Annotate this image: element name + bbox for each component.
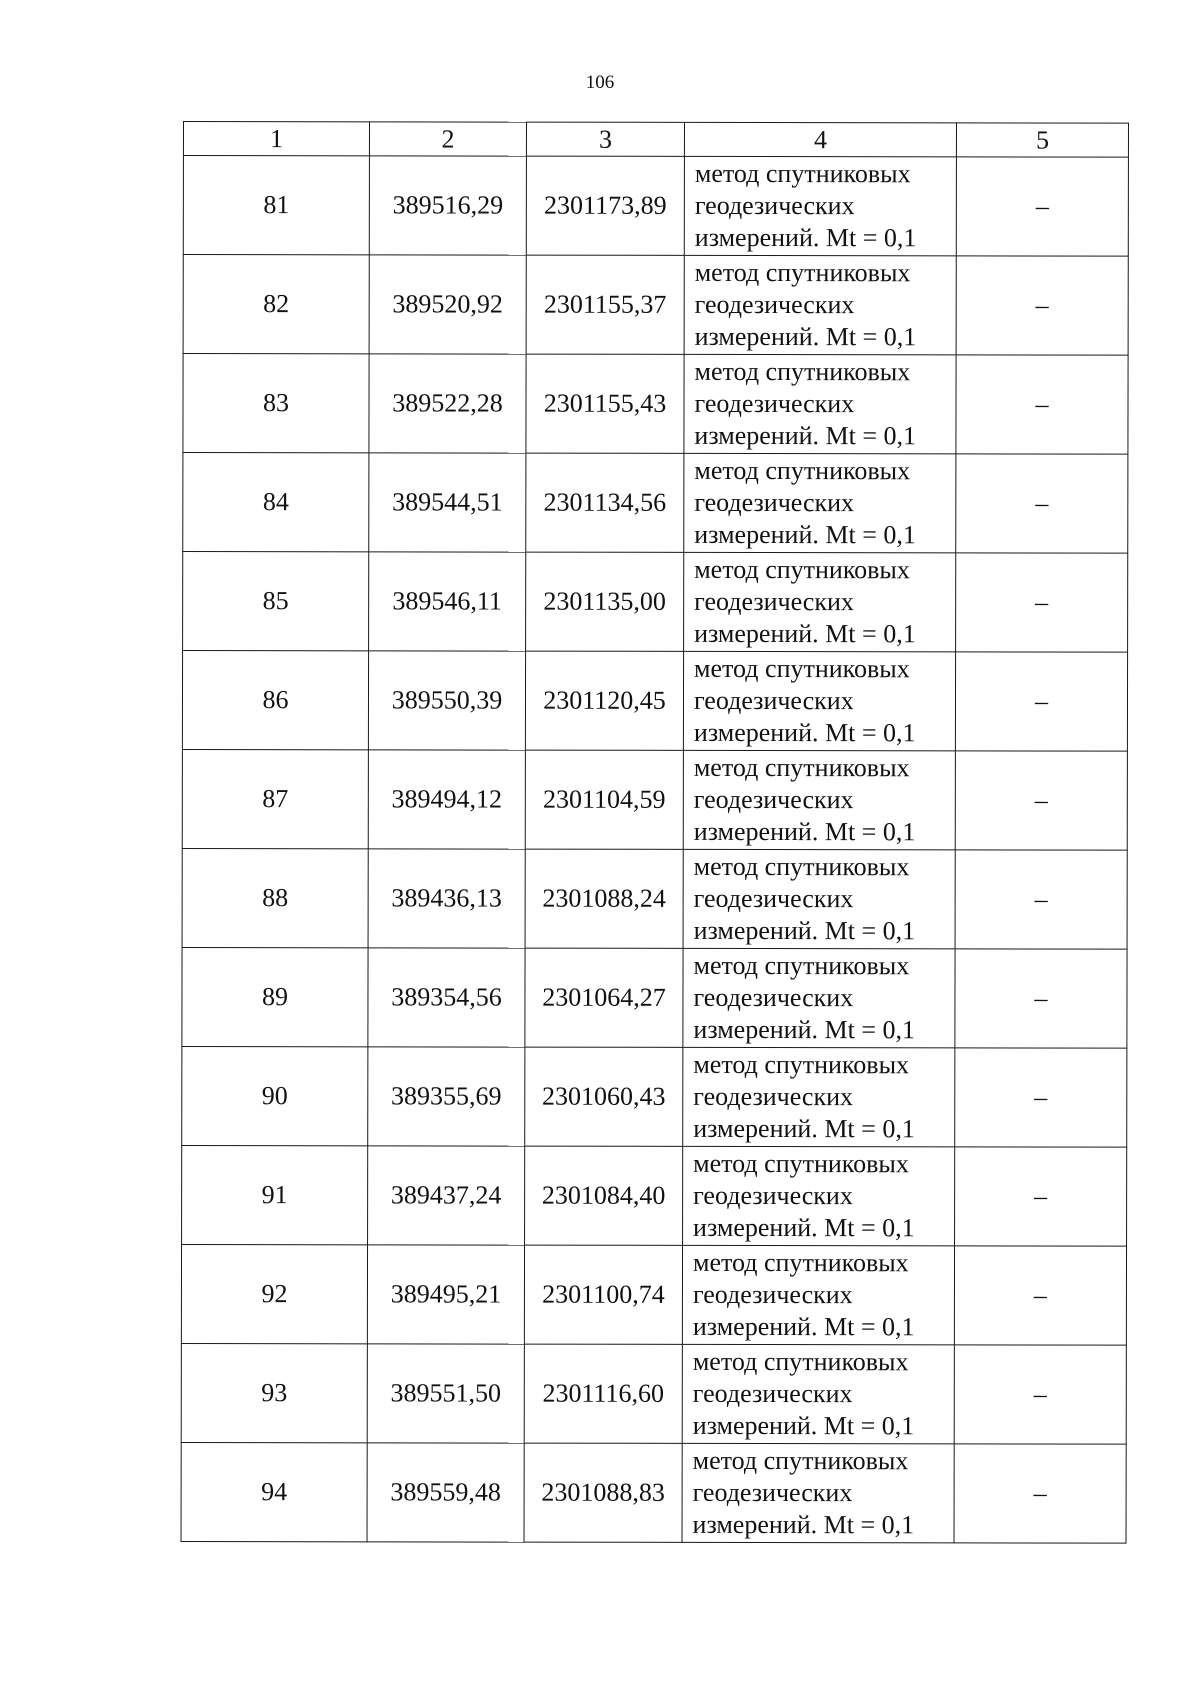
method-text-line: измерений. Mt = 0,1 [694,222,917,253]
y-coordinate-cell: 2301173,89 [526,156,684,255]
note-cell: – [955,751,1127,850]
y-coordinate-cell: 2301088,24 [525,849,683,948]
method-text-line: геодезических [694,388,855,419]
method-text-line: измерений. Mt = 0,1 [692,1509,915,1540]
x-coordinate-cell: 389522,28 [369,354,526,453]
y-coordinate-cell: 2301120,45 [525,651,683,750]
method-cell [683,948,955,1047]
column-header-3: 3 [526,122,684,156]
page-number: 106 [585,72,615,93]
method-text-line: измерений. Mt = 0,1 [693,1014,916,1045]
method-text-line: геодезических [692,1279,853,1310]
table-row [181,1343,1126,1444]
method-text-line: геодезических [694,289,855,320]
method-text-line: метод спутниковых [694,455,911,486]
table-row [181,1442,1126,1543]
y-coordinate-cell: 2301104,59 [525,750,683,849]
method-text-line: геодезических [693,784,854,815]
y-coordinate-cell: 2301155,37 [526,255,684,354]
table-row [182,947,1127,1048]
table-row [183,354,1128,455]
method-text-line: измерений. Mt = 0,1 [692,1311,915,1342]
coordinates-table [181,121,1129,1544]
note-cell: – [956,157,1128,256]
point-number-cell: 84 [183,453,369,552]
method-text-line: измерений. Mt = 0,1 [694,420,917,451]
note-cell: – [956,355,1128,454]
x-coordinate-cell: 389550,39 [368,651,525,750]
table-row [183,156,1128,257]
method-text-line: метод спутниковых [692,1247,909,1278]
column-header-5: 5 [956,123,1128,157]
x-coordinate-cell: 389355,69 [368,1047,525,1146]
method-text-line: измерений. Mt = 0,1 [692,1410,915,1441]
y-coordinate-cell: 2301064,27 [525,948,683,1047]
method-text-line: геодезических [693,982,854,1013]
method-text-line: геодезических [692,1378,853,1409]
table-row [183,453,1128,554]
y-coordinate-cell: 2301088,83 [524,1443,682,1542]
point-number-cell: 89 [182,947,368,1046]
y-coordinate-cell: 2301084,40 [525,1146,683,1245]
method-text-line: метод спутниковых [692,1346,909,1377]
method-text-line: геодезических [693,685,854,716]
x-coordinate-cell: 389494,12 [368,750,525,849]
table-row [182,848,1127,949]
note-cell: – [955,652,1127,751]
x-coordinate-cell: 389544,51 [369,453,526,552]
note-cell: – [955,1048,1127,1147]
column-header-1: 1 [183,122,369,156]
method-text-line: геодезических [692,1477,853,1508]
table-row [183,255,1128,356]
method-text-line: геодезических [693,1081,854,1112]
note-cell: – [954,1246,1126,1345]
method-cell [684,552,956,651]
method-text-line: метод спутниковых [694,158,911,189]
method-cell [684,255,956,354]
column-header-2: 2 [369,122,526,156]
note-cell: – [954,1345,1126,1444]
method-cell [683,651,955,750]
method-cell [682,1344,954,1443]
y-coordinate-cell: 2301060,43 [525,1047,683,1146]
y-coordinate-cell: 2301134,56 [526,453,684,552]
method-text-line: измерений. Mt = 0,1 [693,1212,915,1243]
x-coordinate-cell: 389495,21 [367,1245,524,1344]
x-coordinate-cell: 389516,29 [369,156,526,255]
method-text-line: геодезических [694,586,854,617]
table-row [182,749,1127,850]
y-coordinate-cell: 2301155,43 [526,354,684,453]
column-header-4: 4 [684,122,956,156]
x-coordinate-cell: 389354,56 [368,948,525,1047]
point-number-cell: 82 [183,255,369,354]
point-number-cell: 94 [181,1442,367,1541]
note-cell: – [956,454,1128,553]
point-number-cell: 87 [182,749,368,848]
method-text-line: геодезических [693,1180,853,1211]
method-cell [684,354,956,453]
method-text-line: метод спутниковых [694,554,910,585]
point-number-cell: 83 [183,354,369,453]
point-number-cell: 91 [182,1145,368,1244]
method-text-line: геодезических [694,190,855,221]
point-number-cell: 90 [182,1046,368,1145]
method-text-line: метод спутниковых [694,257,911,288]
method-text-line: метод спутниковых [694,653,910,684]
note-cell: – [955,1147,1127,1246]
method-cell [683,849,955,948]
note-cell: – [954,1444,1126,1543]
y-coordinate-cell: 2301100,74 [524,1245,682,1344]
method-cell [684,453,956,552]
method-text-line: геодезических [694,487,855,518]
method-text-line: измерений. Mt = 0,1 [694,519,916,550]
x-coordinate-cell: 389520,92 [369,255,526,354]
x-coordinate-cell: 389436,13 [368,849,525,948]
method-text-line: измерений. Mt = 0,1 [694,618,916,649]
method-cell [682,1443,954,1542]
point-number-cell: 85 [183,552,369,651]
method-text-line: измерений. Mt = 0,1 [694,321,917,352]
point-number-cell: 93 [181,1343,367,1442]
method-cell [683,1146,955,1245]
point-number-cell: 92 [181,1244,367,1343]
method-cell [683,750,955,849]
table-row [182,651,1127,752]
x-coordinate-cell: 389546,11 [369,552,526,651]
method-cell [682,1245,954,1344]
method-text-line: измерений. Mt = 0,1 [693,717,916,748]
point-number-cell: 88 [182,848,368,947]
note-cell: – [956,553,1128,652]
method-text-line: измерений. Mt = 0,1 [693,915,916,946]
table-row [182,1046,1127,1147]
method-text-line: измерений. Mt = 0,1 [693,816,916,847]
note-cell: – [955,949,1127,1048]
x-coordinate-cell: 389551,50 [367,1344,524,1443]
point-number-cell: 86 [182,651,368,750]
point-number-cell: 81 [183,156,369,255]
method-text-line: метод спутниковых [694,356,911,387]
table-row [183,552,1128,653]
table-header-row [183,122,1128,158]
method-text-line: геодезических [693,883,854,914]
method-text-line: метод спутниковых [693,1049,910,1080]
table-body [181,156,1128,1544]
note-cell: – [956,256,1128,355]
method-cell [683,1047,955,1146]
table-row [182,1145,1127,1246]
y-coordinate-cell: 2301116,60 [524,1344,682,1443]
x-coordinate-cell: 389559,48 [367,1443,524,1542]
x-coordinate-cell: 389437,24 [368,1146,525,1245]
method-text-line: метод спутниковых [693,950,910,981]
method-text-line: метод спутниковых [692,1445,909,1476]
method-cell [684,156,956,255]
note-cell: – [955,850,1127,949]
table-row [181,1244,1126,1345]
method-text-line: метод спутниковых [693,752,910,783]
y-coordinate-cell: 2301135,00 [526,552,684,651]
method-text-line: измерений. Mt = 0,1 [693,1113,915,1144]
method-text-line: метод спутниковых [693,851,910,882]
method-text-line: метод спутниковых [693,1148,909,1179]
